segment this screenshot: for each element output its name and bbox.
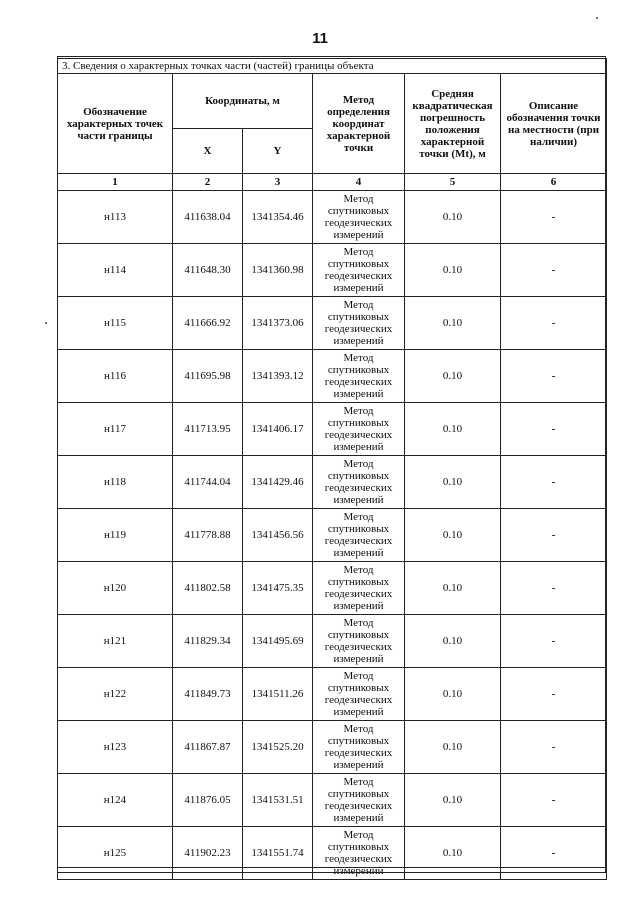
coordinate-y-cell: 1341406.17 [243,403,313,456]
coordinate-y-cell: 1341551.74 [243,827,313,880]
coordinate-x-cell: 411876.05 [173,774,243,827]
coordinate-x-cell: 411713.95 [173,403,243,456]
point-designation-cell: н121 [58,615,173,668]
point-designation-cell: н119 [58,509,173,562]
method-cell: Метод спутниковых геодезических измерений [313,350,405,403]
coordinate-y-cell: 1341373.06 [243,297,313,350]
table-row [58,774,607,827]
method-cell: Метод спутниковых геодезических измерений [313,721,405,774]
description-cell: - [501,350,607,403]
coordinate-x-cell: 411695.98 [173,350,243,403]
point-designation-cell: н124 [58,774,173,827]
coordinate-y-cell: 1341360.98 [243,244,313,297]
error-cell: 0.10 [405,191,501,244]
table-row [58,721,607,774]
coordinate-y-cell: 1341354.46 [243,191,313,244]
error-cell: 0.10 [405,721,501,774]
description-cell: - [501,827,607,880]
error-cell: 0.10 [405,827,501,880]
description-cell: - [501,244,607,297]
error-cell: 0.10 [405,350,501,403]
coordinate-x-cell: 411778.88 [173,509,243,562]
error-cell: 0.10 [405,509,501,562]
coordinate-x-cell: 411849.73 [173,668,243,721]
coordinate-y-cell: 1341531.51 [243,774,313,827]
column-number: 4 [313,174,405,191]
error-cell: 0.10 [405,668,501,721]
method-cell: Метод спутниковых геодезических измерений [313,827,405,880]
error-cell: 0.10 [405,297,501,350]
point-designation-cell: н118 [58,456,173,509]
coordinate-x-cell: 411902.23 [173,827,243,880]
coordinate-x-cell: 411867.87 [173,721,243,774]
table-row [58,827,607,880]
point-designation-cell: н115 [58,297,173,350]
error-cell: 0.10 [405,456,501,509]
point-designation-cell: н123 [58,721,173,774]
column-number: 3 [243,174,313,191]
point-designation-cell: н114 [58,244,173,297]
point-designation-cell: н120 [58,562,173,615]
method-cell: Метод спутниковых геодезических измерений [313,615,405,668]
description-cell: - [501,615,607,668]
error-cell: 0.10 [405,562,501,615]
header-designation: Обозначение характерных точек части границы [58,74,173,174]
table-row [58,509,607,562]
table-row [58,615,607,668]
coordinate-x-cell: 411666.92 [173,297,243,350]
point-designation-cell: н117 [58,403,173,456]
coordinate-x-cell: 411648.30 [173,244,243,297]
table-row [58,350,607,403]
method-cell: Метод спутниковых геодезических измерений [313,403,405,456]
column-number-row [58,174,607,191]
error-cell: 0.10 [405,615,501,668]
section-title: 3. Сведения о характерных точках части (частей) границы объекта [58,59,607,74]
table-row [58,456,607,509]
description-cell: - [501,668,607,721]
method-cell: Метод спутниковых геодезических измерений [313,562,405,615]
header-coordinates: Координаты, м [173,74,313,129]
method-cell: Метод спутниковых геодезических измерений [313,297,405,350]
description-cell: - [501,562,607,615]
page-number: 11 [312,30,328,47]
description-cell: - [501,297,607,350]
error-cell: 0.10 [405,403,501,456]
table-row [58,403,607,456]
header-error: Средняя квадратическая погрешность положения характерной точки (Mt), м [405,74,501,174]
column-number: 2 [173,174,243,191]
header-method: Метод определения координат характерной точки [313,74,405,174]
column-number: 5 [405,174,501,191]
method-cell: Метод спутниковых геодезических измерений [313,191,405,244]
coordinate-x-cell: 411638.04 [173,191,243,244]
description-cell: - [501,456,607,509]
coordinate-y-cell: 1341393.12 [243,350,313,403]
point-designation-cell: н122 [58,668,173,721]
error-cell: 0.10 [405,774,501,827]
boundary-points-table [57,58,607,880]
description-cell: - [501,774,607,827]
method-cell: Метод спутниковых геодезических измерений [313,244,405,297]
coordinate-y-cell: 1341475.35 [243,562,313,615]
column-number: 6 [501,174,607,191]
scan-speck [596,17,598,19]
coordinate-y-cell: 1341456.56 [243,509,313,562]
method-cell: Метод спутниковых геодезических измерений [313,509,405,562]
coordinate-y-cell: 1341511.26 [243,668,313,721]
coordinate-y-cell: 1341495.69 [243,615,313,668]
description-cell: - [501,191,607,244]
coordinate-x-cell: 411829.34 [173,615,243,668]
point-designation-cell: н116 [58,350,173,403]
coordinate-y-cell: 1341429.46 [243,456,313,509]
description-cell: - [501,403,607,456]
table-row [58,562,607,615]
point-designation-cell: н113 [58,191,173,244]
method-cell: Метод спутниковых геодезических измерений [313,668,405,721]
description-cell: - [501,721,607,774]
coordinate-x-cell: 411744.04 [173,456,243,509]
header-description: Описание обозначения точки на местности (при наличии) [501,74,607,174]
header-row [58,74,607,129]
method-cell: Метод спутниковых геодезических измерений [313,456,405,509]
point-designation-cell: н125 [58,827,173,880]
table-row [58,668,607,721]
table-row [58,244,607,297]
error-cell: 0.10 [405,244,501,297]
column-number: 1 [58,174,173,191]
scan-speck [45,322,47,324]
section-title-row [58,59,607,74]
coordinate-x-cell: 411802.58 [173,562,243,615]
header-y: Y [243,129,313,174]
method-cell: Метод спутниковых геодезических измерений [313,774,405,827]
table-row [58,191,607,244]
table-row [58,297,607,350]
table-body [58,191,607,880]
description-cell: - [501,509,607,562]
header-x: X [173,129,243,174]
coordinate-y-cell: 1341525.20 [243,721,313,774]
